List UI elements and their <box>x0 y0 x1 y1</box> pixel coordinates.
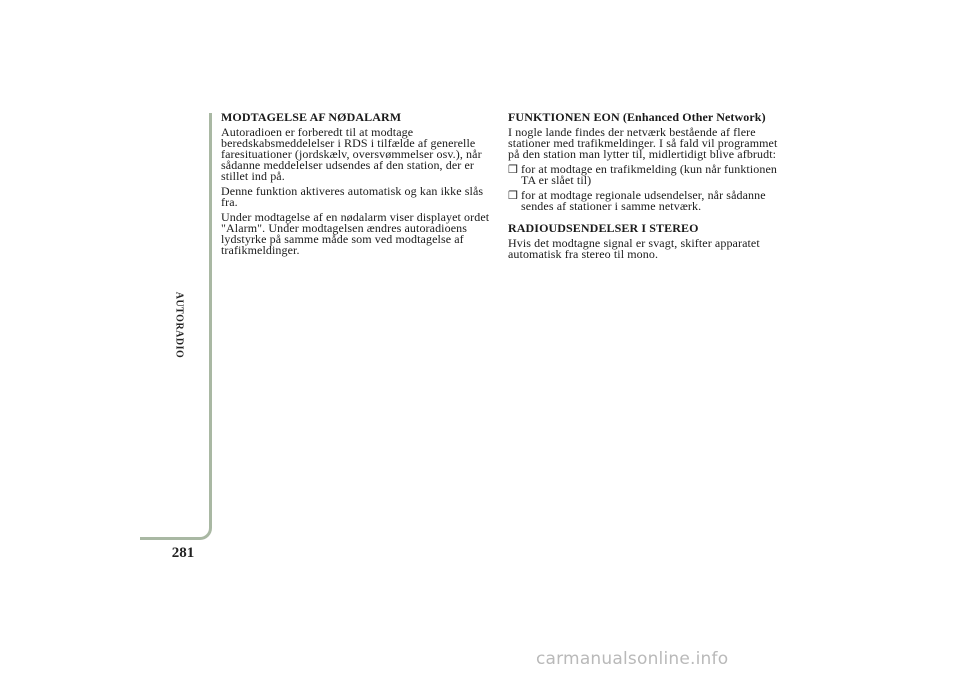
bullet-text: for at modtage en trafikmelding (kun når funktionen TA er slået til) <box>521 162 778 187</box>
alarm-paragraph-2: Denne funktion aktiveres automatisk og kan ikke slås fra. <box>221 184 484 209</box>
eon-paragraph: I nogle lande findes der netværk bestående af flere stationer med trafikmeldinger. I så fald vil programmet på den station man lytter til, midlertidigt blive afbrudt: <box>508 125 778 161</box>
checkbox-bullet-icon: ❒ <box>508 189 518 202</box>
stereo-paragraph: Hvis det modtagne signal er svagt, skifter apparatet automatisk fra stereo til mono. <box>508 236 760 261</box>
bullet-text: for at modtage regionale udsendelser, når sådanne sendes af stationer i samme netværk. <box>521 188 766 213</box>
page-number: 281 <box>171 545 195 561</box>
section-side-label: AUTORADIO <box>173 291 185 359</box>
checkbox-bullet-icon: ❒ <box>508 163 518 176</box>
stereo-heading: RADIOUDSENDELSER I STEREO <box>508 221 699 235</box>
alarm-paragraph-3: Under modtagelse af en nødalarm viser displayet ordet "Alarm". Under modtagelsen ændres autoradioens lydstyrke på samme måde som ved modtagelse af trafikmeldinger. <box>221 210 490 257</box>
eon-bullet-item <box>508 190 780 212</box>
right-column <box>508 112 780 260</box>
alarm-paragraph-1: Autoradioen er forberedt til at modtage beredskabsmeddelelser i RDS i tilfælde af generelle faresituationer (jordskælv, oversvømmelser osv.), når sådanne meddelelser udsendes af den station, der er stillet ind på. <box>221 125 482 183</box>
left-column <box>221 112 493 256</box>
watermark-link[interactable]: carmanualsonline.info <box>536 649 729 669</box>
eon-heading: FUNKTIONEN EON (Enhanced Other Network) <box>508 110 766 124</box>
alarm-heading: MODTAGELSE AF NØDALARM <box>221 110 402 124</box>
eon-bullet-item <box>508 164 780 186</box>
